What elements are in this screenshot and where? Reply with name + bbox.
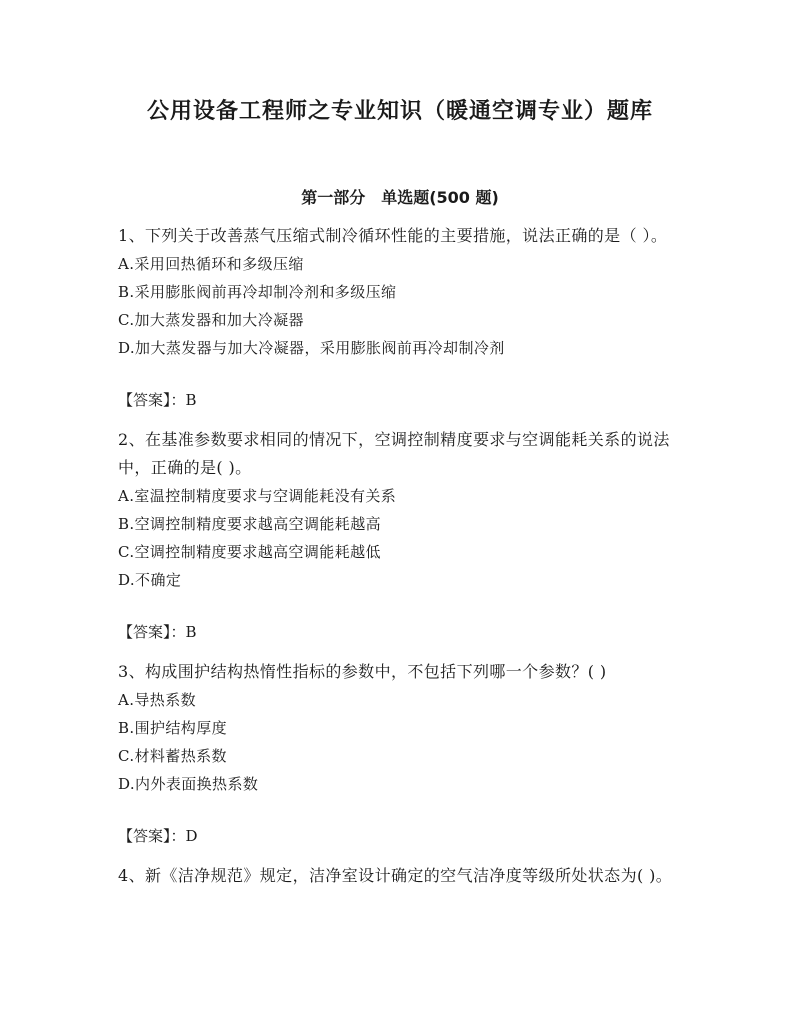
option-a: A.采用回热循环和多级压缩: [118, 255, 304, 273]
answer-line: 【答案】：B: [118, 391, 197, 409]
question-4: [118, 862, 684, 890]
option-a: A.导热系数: [118, 691, 197, 709]
question-list: [118, 222, 684, 890]
question-stem: 2、在基准参数要求相同的情况下，空调控制精度要求与空调能耗关系的说法中，正确的是( )。: [118, 430, 670, 477]
question-2: [118, 426, 684, 646]
option-c: C.空调控制精度要求越高空调能耗越低: [118, 543, 381, 561]
option-b: B.采用膨胀阀前再冷却制冷剂和多级压缩: [118, 283, 397, 301]
option-c: C.材料蓄热系数: [118, 747, 227, 765]
question-stem: 4、新《洁净规范》规定，洁净室设计确定的空气洁净度等级所处状态为( )。: [118, 866, 673, 885]
question-3: [118, 658, 684, 850]
option-b: B.空调控制精度要求越高空调能耗越高: [118, 515, 381, 533]
question-1: [118, 222, 684, 414]
option-d: D.内外表面换热系数: [118, 775, 259, 793]
option-d: D.加大蒸发器与加大冷凝器，采用膨胀阀前再冷却制冷剂: [118, 339, 505, 357]
option-a: A.室温控制精度要求与空调能耗没有关系: [118, 487, 397, 505]
option-d: D.不确定: [118, 571, 182, 589]
section-title: 第一部分 单选题(500 题): [301, 188, 499, 207]
option-c: C.加大蒸发器和加大冷凝器: [118, 311, 304, 329]
answer-line: 【答案】：D: [118, 827, 198, 845]
document-title: 公用设备工程师之专业知识（暖通空调专业）题库: [146, 99, 653, 124]
question-stem: 1、下列关于改善蒸气压缩式制冷循环性能的主要措施，说法正确的是（ ）。: [118, 226, 668, 245]
answer-line: 【答案】：B: [118, 623, 197, 641]
question-stem: 3、构成围护结构热惰性指标的参数中，不包括下列哪一个参数？( ): [118, 662, 607, 681]
option-b: B.围护结构厚度: [118, 719, 227, 737]
